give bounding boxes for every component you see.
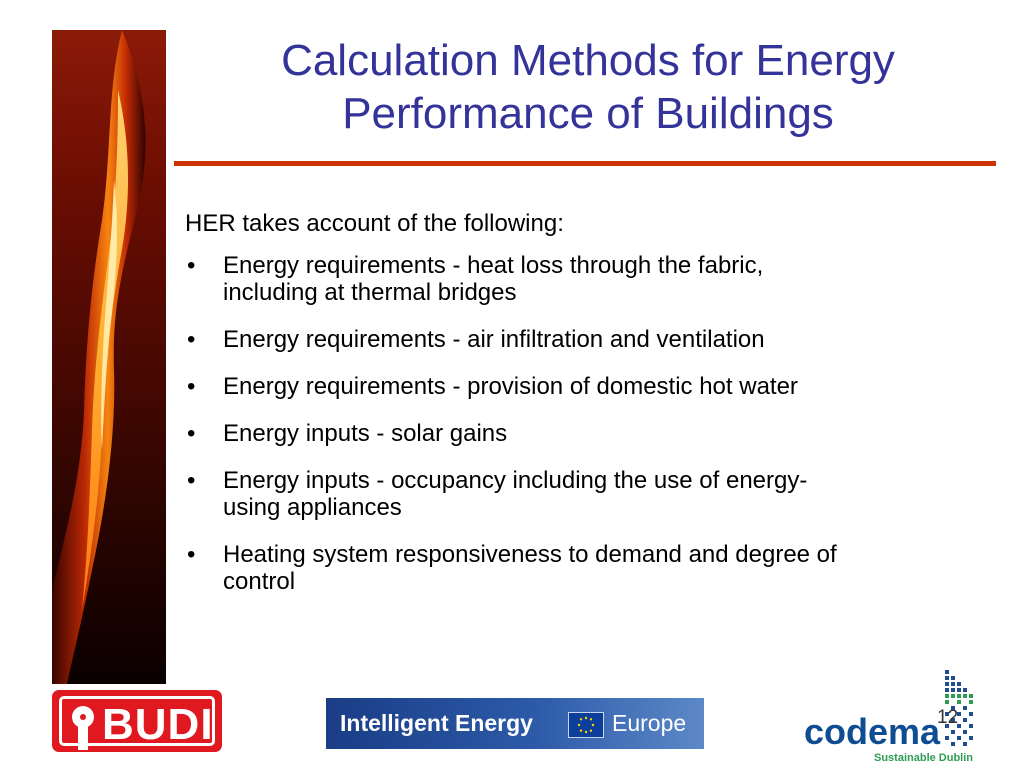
keyhole-icon xyxy=(72,706,94,750)
slide-title xyxy=(170,34,1006,140)
budi-logo-frame xyxy=(59,696,215,749)
bullet-line: Heating system responsiveness to demand and degree of xyxy=(223,541,837,568)
budi-logo xyxy=(52,690,222,752)
bullet-marker: • xyxy=(187,467,196,494)
eu-flag-icon xyxy=(568,712,604,738)
iee-wordmark: Intelligent Energy xyxy=(340,710,533,736)
bullet-line: Energy requirements - air infiltration and ventilation xyxy=(223,326,765,353)
bullet-item xyxy=(185,252,985,306)
bullet-line: including at thermal bridges xyxy=(223,279,517,306)
bullet-line: Energy inputs - occupancy including the use of energy- xyxy=(223,467,808,494)
bullet-item xyxy=(185,373,985,400)
bullet-marker: • xyxy=(187,420,196,447)
bullet-list xyxy=(185,252,985,595)
title-divider xyxy=(174,161,996,166)
codema-logo xyxy=(800,660,990,768)
bullet-item xyxy=(185,420,985,447)
bullet-line: Energy inputs - solar gains xyxy=(223,420,508,447)
flame-image xyxy=(52,30,166,684)
intelligent-energy-europe-logo xyxy=(326,698,704,749)
bullet-item xyxy=(185,326,985,353)
iee-europe-word: Europe xyxy=(612,710,687,736)
bullet-marker: • xyxy=(187,373,196,400)
bullet-line: Energy requirements - heat loss through the fabric, xyxy=(223,252,764,279)
bullet-line: Energy requirements - provision of domestic hot water xyxy=(223,373,798,400)
bullet-marker: • xyxy=(187,252,196,279)
intro-text: HER takes account of the following: xyxy=(185,210,564,237)
slide-body xyxy=(185,210,985,615)
title-line-1: Calculation Methods for Energy xyxy=(281,36,895,85)
bullet-line: control xyxy=(223,568,296,595)
codema-wordmark: codema xyxy=(804,711,941,752)
codema-tagline: Sustainable Dublin xyxy=(874,752,974,764)
title-line-2: Performance of Buildings xyxy=(342,89,834,138)
bullet-item xyxy=(185,467,985,521)
budi-wordmark: BUDI xyxy=(102,700,214,749)
bullet-item xyxy=(185,541,985,595)
bullet-line: using appliances xyxy=(223,494,402,521)
bullet-marker: • xyxy=(187,541,196,568)
slide-number: 12 xyxy=(937,707,959,728)
bullet-marker: • xyxy=(187,326,196,353)
